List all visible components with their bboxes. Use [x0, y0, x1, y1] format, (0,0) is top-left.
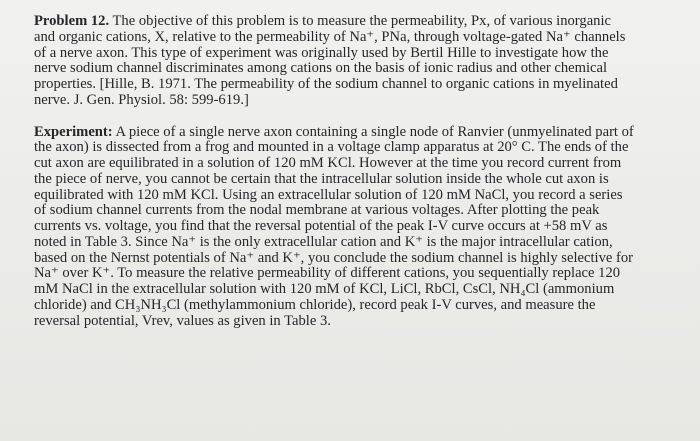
- problem-line-1-text: The objective of this problem is to measure the permeability, Px, of various inorganic: [109, 13, 612, 29]
- problem-line-5: properties. [Hille, B. 1971. The permeability of the sodium channel to organic cations in myelinated: [34, 76, 618, 92]
- problem-line-3: of a nerve axon. This type of experiment was originally used by Bertil Hille to investigate how the: [34, 44, 609, 61]
- experiment-line-2: the axon) is dissected from a frog and mounted in a voltage clamp apparatus at 20° C. The ends of the: [34, 139, 629, 156]
- experiment-line-8: noted in Table 3. Since Na⁺ is the only extracellular cation and K⁺ is the major intracellular cation,: [34, 233, 613, 250]
- experiment-line-11: mM NaCl in the extracellular solution with 120 mM of KCl, LiCl, RbCl, CsCl, NH₄Cl (ammonium: [34, 281, 615, 297]
- experiment-line-1: [34, 125, 690, 141]
- problem-line-4: nerve sodium channel discriminates among cations on the basis of ionic radius and other chemical: [34, 60, 608, 77]
- experiment-line-7: currents vs. voltage, you find that the reversal potential of the peak I-V curve occurs at +58 mV as: [34, 218, 608, 234]
- experiment-paragraph: [34, 125, 690, 330]
- problem-line-6: nerve. J. Gen. Physiol. 58: 599-619.]: [34, 91, 249, 108]
- experiment-line-4: the piece of nerve, you cannot be certain that the intracellular solution inside the whole cut axon is: [34, 170, 609, 187]
- experiment-label: Experiment:: [34, 123, 113, 140]
- experiment-line-13: reversal potential, Vrev, values as given in Table 3.: [34, 312, 331, 329]
- experiment-line-6: of sodium channel currents from the nodal membrane at various voltages. After plotting the peak: [34, 202, 600, 219]
- experiment-line-9: based on the Nernst potentials of Na⁺ and K⁺, you conclude the sodium channel is highly selective for: [34, 249, 634, 266]
- experiment-line-10: Na⁺ over K⁺. To measure the relative permeability of different cations, you sequentially replace 120: [34, 265, 621, 282]
- experiment-line-5: equilibrated with 120 mM KCl. Using an extracellular solution of 120 mM NaCl, you record a series: [34, 186, 623, 203]
- experiment-line-12: chloride) and CH₃NH₃Cl (methylammonium chloride), record peak I-V curves, and measure the: [34, 296, 596, 313]
- paragraph-gap: [34, 109, 690, 125]
- problem-label: Problem 12.: [34, 13, 110, 29]
- problem-line-2: and organic cations, X, relative to the permeability of Na⁺, PNa, through voltage-gated Na⁺ channels: [34, 28, 626, 45]
- experiment-line-1-text: A piece of a single nerve axon containing a single node of Ranvier (unmyelinated part of: [112, 123, 634, 140]
- experiment-line-3: cut axon are equilibrated in a solution of 120 mM KCl. However at the time you record current from: [34, 155, 622, 171]
- problem-line-1: [34, 14, 690, 30]
- problem-paragraph: [34, 14, 690, 109]
